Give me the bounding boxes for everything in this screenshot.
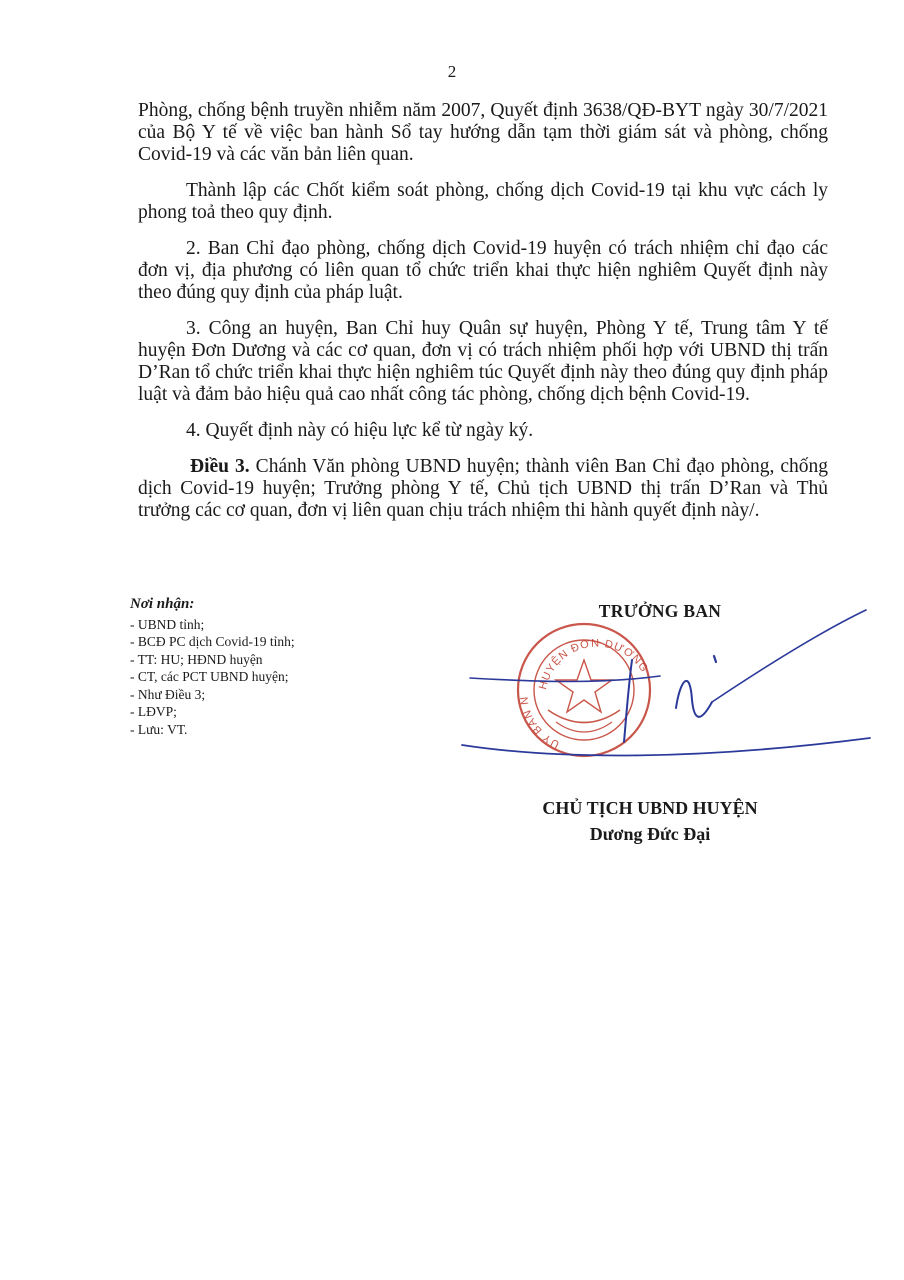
signer-role: CHỦ TỊCH UBND HUYỆN: [542, 798, 758, 818]
seal-text-top: HUYỆN ĐƠN DƯƠNG: [537, 637, 651, 691]
recipients-block: [130, 596, 390, 738]
recipient-item: - Lưu: VT.: [130, 721, 188, 737]
recipient-item: - Như Điều 3;: [130, 686, 206, 702]
paragraph-continuation: Phòng, chống bệnh truyền nhiễm năm 2007, Quyết định 3638/QĐ-BYT ngày 30/7/2021 của Bộ Y tế về việc ban hành Sổ tay hướng dẫn tạm thời giám sát và phòng, chống Covid-19 và các văn bản liên quan.: [138, 100, 828, 165]
article-3-text: Chánh Văn phòng UBND huyện; thành viên Ban Chỉ đạo phòng, chống dịch Covid-19 huyện; Trưởng phòng Y tế, Chủ tịch UBND thị trấn D’Ran và Thủ trưởng các cơ quan, đơn vị liên quan chịu trách nhiệm thi hành quyết định này/.: [138, 456, 828, 521]
page-number: 2: [447, 62, 457, 81]
signature-title: TRƯỞNG BAN: [598, 601, 722, 621]
seal-icon: [518, 624, 650, 756]
recipient-item: - TT: HU; HĐND huyện: [130, 651, 263, 667]
signer-name: Dương Đức Đại: [589, 824, 711, 844]
paragraph-item-4: 4. Quyết định này có hiệu lực kể từ ngày ký.: [186, 420, 534, 441]
paragraph-item-3: 3. Công an huyện, Ban Chỉ huy Quân sự huyện, Phòng Y tế, Trung tâm Y tế huyện Đơn Dương và các cơ quan, đơn vị có trách nhiệm phối hợp với UBND thị trấn D’Ran tổ chức triển khai thực hiện nghiêm túc Quyết định này theo đúng quy định pháp luật và đảm bảo hiệu quả cao nhất công tác phòng, chống dịch bệnh Covid-19.: [138, 318, 828, 405]
paragraph-checkpoints: Thành lập các Chốt kiểm soát phòng, chống dịch Covid-19 tại khu vực cách ly phong toả theo quy định.: [138, 180, 828, 223]
recipient-item: - BCĐ PC dịch Covid-19 tỉnh;: [130, 634, 295, 649]
recipients-heading: Nơi nhận:: [130, 596, 195, 612]
recipient-item: - CT, các PCT UBND huyện;: [130, 669, 289, 684]
article-3: [138, 456, 828, 522]
document-body: [138, 100, 828, 536]
recipient-item: - UBND tỉnh;: [130, 616, 205, 632]
seal-text-left: UY BAN N: [518, 695, 562, 751]
recipient-item: - LĐVP;: [130, 704, 177, 719]
paragraph-item-2: 2. Ban Chỉ đạo phòng, chống dịch Covid-19 huyện có trách nhiệm chỉ đạo các đơn vị, địa phương có liên quan tổ chức triển khai thực hiện nghiêm Quyết định này theo đúng quy định của pháp luật.: [138, 238, 828, 303]
article-3-label: Điều 3.: [190, 456, 250, 477]
handwritten-signature: [462, 610, 870, 755]
